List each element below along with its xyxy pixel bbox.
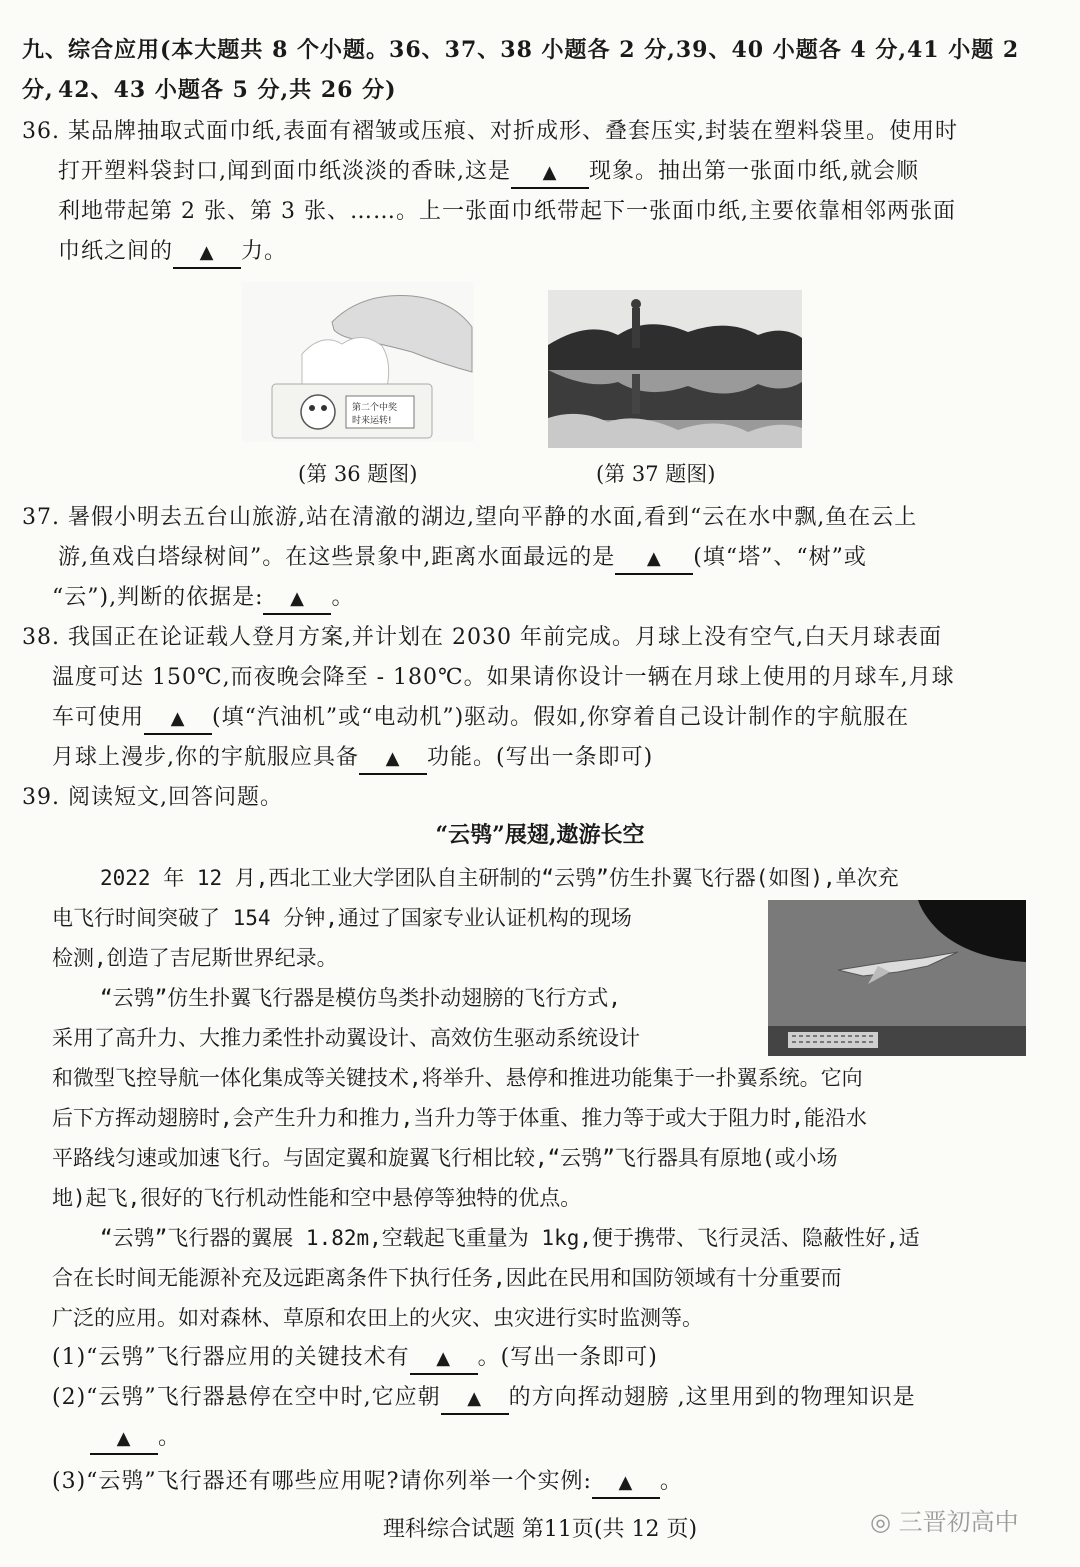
q39-p3-line3: 广泛的应用。如对森林、草原和农田上的火灾、虫灾进行实时监测等。 xyxy=(52,1306,703,1330)
q36-line4: 巾纸之间的 ▲ 力。 xyxy=(58,232,1040,272)
q39-p3-line2: 合在长时间无能源补充及远距离条件下执行任务,因此在民用和国防领域有十分重要而 xyxy=(52,1266,842,1290)
q38-line3: 车可使用 ▲ (填“汽油机”或“电动机”)驱动。假如,你穿着自己设计制作的宇航服在 xyxy=(52,698,1040,738)
q39-intro: 39. 阅读短文,回答问题。 xyxy=(22,785,283,810)
wechat-icon: ◎ xyxy=(870,1508,899,1536)
q39-p2-line1: “云鸮”仿生扑翼飞行器是模仿鸟类扑动翅膀的飞行方式, xyxy=(100,986,621,1010)
q37-line2: 游,鱼戏白塔绿树间”。在这些景象中,距离水面最远的是 ▲ (填“塔”、“树”或 xyxy=(58,538,1040,578)
q39-p2-line5: 平路线匀速或加速飞行。与固定翼和旋翼飞行相比较,“云鸮”飞行器具有原地(或小场 xyxy=(52,1146,838,1170)
q36-caption: (第 36 题图) xyxy=(298,462,418,486)
tissue-box-text1: 第二个中奖 xyxy=(352,403,398,413)
q37-blank1[interactable]: ▲ xyxy=(615,544,693,575)
q36-figure xyxy=(242,282,474,442)
q37-line1: 37. 暑假小明去五台山旅游,站在清澈的湖边,望向平静的水面,看到“云在水中飘,鱼在云上 xyxy=(22,505,918,530)
q39-p2-line4: 后下方挥动翅膀时,会产生升力和推力,当升力等于体重、推力等于或大于阻力时,能沿水 xyxy=(52,1106,867,1130)
q36-line2: 打开塑料袋封口,闻到面巾纸淡淡的香昧,这是 ▲ 现象。抽出第一张面巾纸,就会顺 xyxy=(58,152,1040,192)
q39-p2-line2: 采用了高升力、大推力柔性扑动翼设计、高效仿生驱动系统设计 xyxy=(52,1026,640,1050)
q36-line1: 36. 某品牌抽取式面巾纸,表面有褶皱或压痕、对折成形、叠套压实,封装在塑料袋里。使用时 xyxy=(22,119,958,144)
q39-article-title: “云鸮”展翅,遨游长空 xyxy=(435,822,645,848)
q39-p1-line2: 电飞行时间突破了 154 分钟,通过了国家专业认证机构的现场 xyxy=(52,906,632,930)
q37-caption: (第 37 题图) xyxy=(596,462,716,486)
q38-line1: 38. 我国正在论证载人登月方案,并计划在 2030 年前完成。月球上没有空气,白天月球表面 xyxy=(22,625,942,650)
page-footer: 理科综合试题 第11页(共 12 页) xyxy=(382,1517,698,1542)
section-header-line1: 九、综合应用(本大题共 8 个小题。36、37、38 小题各 2 分,39、40 小题各 4 分,41 小题 2 分, xyxy=(22,37,1020,103)
q38-line2: 温度可达 150℃,而夜晚会降至 - 180℃。如果请你设计一辆在月球上使用的月球车,月球 xyxy=(52,665,955,690)
q39-sub3: (3)“云鸮”飞行器还有哪些应用呢?请你列举一个实例: ▲ 。 xyxy=(52,1462,1040,1502)
tissue-box-text2: 时来运转! xyxy=(352,416,392,426)
q39-sub1: (1)“云鸮”飞行器应用的关键技术有 ▲ 。(写出一条即可) xyxy=(52,1338,1040,1378)
q39-p1-line1: 2022 年 12 月,西北工业大学团队自主研制的“云鸮”仿生扑翼飞行器(如图),单次充 xyxy=(100,866,899,890)
section-header-line2: 42、43 小题各 5 分,共 26 分) xyxy=(58,77,397,103)
q39-p1-line3: 检测,创造了吉尼斯世界纪录。 xyxy=(52,946,338,970)
q39-sub2-line2: ▲ 。 xyxy=(90,1418,1040,1458)
q36-blank2[interactable]: ▲ xyxy=(173,238,241,269)
q39-sub1-blank[interactable]: ▲ xyxy=(410,1344,478,1375)
q39-p2-line6: 地)起飞,很好的飞行机动性能和空中悬停等独特的优点。 xyxy=(52,1186,582,1210)
q37-figure xyxy=(548,290,802,448)
q39-sub2: (2)“云鸮”飞行器悬停在空中时,它应朝 ▲ 的方向挥动翅膀 ,这里用到的物理知识是 xyxy=(52,1378,1040,1418)
q39-sub2-blank1[interactable]: ▲ xyxy=(441,1384,509,1415)
watermark: ◎ 三晋初高中 xyxy=(870,1508,1019,1536)
q38-line4: 月球上漫步,你的宇航服应具备 ▲ 功能。(写出一条即可) xyxy=(52,738,1040,778)
q39-sub2-blank2[interactable]: ▲ xyxy=(90,1424,158,1455)
q38-blank2[interactable]: ▲ xyxy=(359,744,427,775)
q36-blank1[interactable]: ▲ xyxy=(511,158,589,189)
q36-line3: 利地带起第 2 张、第 3 张、……。上一张面巾纸带起下一张面巾纸,主要依靠相邻两张面 xyxy=(58,199,956,224)
q37-blank2[interactable]: ▲ xyxy=(263,584,331,615)
q39-aircraft-figure xyxy=(768,900,1026,1056)
q38-blank1[interactable]: ▲ xyxy=(144,704,212,735)
q39-sub3-blank[interactable]: ▲ xyxy=(592,1468,660,1499)
q39-p2-line3: 和微型飞控导航一体化集成等关键技术,将举升、悬停和推进功能集于一扑翼系统。它向 xyxy=(52,1066,863,1090)
q37-line3: “云”),判断的依据是: ▲ 。 xyxy=(52,578,1040,618)
q39-p3-line1: “云鸮”飞行器的翼展 1.82m,空载起飞重量为 1kg,便于携带、飞行灵活、隐蔽性好,适 xyxy=(100,1226,920,1250)
